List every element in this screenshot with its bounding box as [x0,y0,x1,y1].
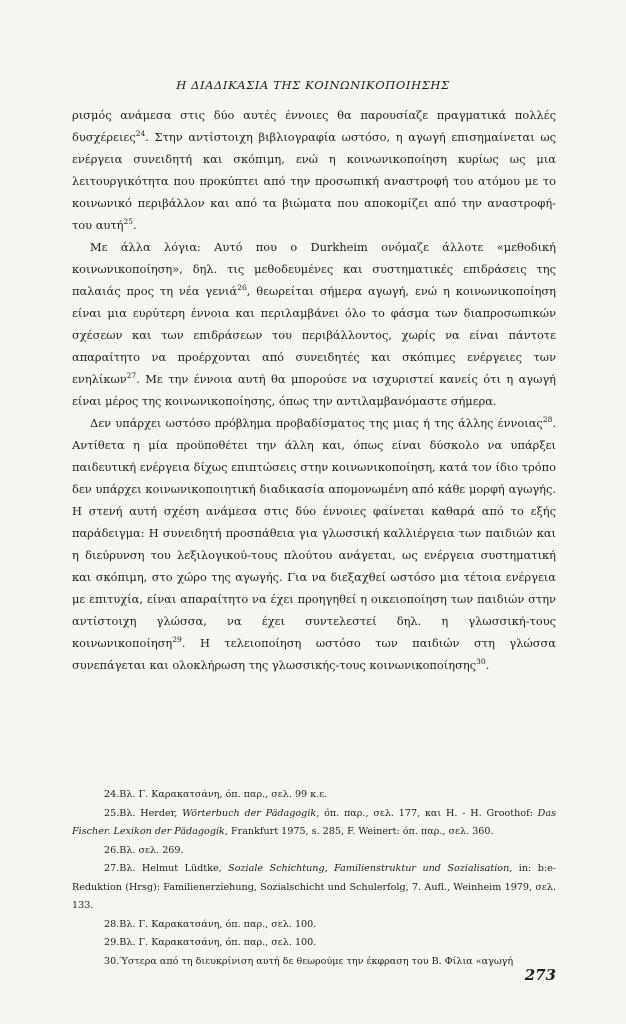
footnote [72,842,556,861]
text-run: . [485,658,490,672]
footnote-ref: 29 [172,635,182,644]
footnote-number: 26. [104,844,120,856]
paragraph [72,104,556,236]
footnote-number: 25. [104,807,120,819]
footnote [72,805,556,842]
footnote-ref: 24 [135,129,146,138]
italic-title: Das Fischer. Lexikon der Pädagogik, [72,807,556,837]
paragraph [72,412,556,676]
footnote [72,916,556,935]
footnote-number: 27. [104,863,120,874]
footnotes [72,786,556,971]
text-run: Ύστερα από τη διευκρίνιση αυτή δε θεωρούμε την έκφραση του Β. Φίλια «αγωγή [119,955,514,967]
text-run: . [133,218,137,232]
paragraph [72,236,556,412]
text-run: , θεωρείται σήμερα αγωγή, ενώ η κοινωνικοποίηση είναι μια ευρύτερη έννοια και περιλαμβάνει όλο το φάσμα των διαπροσωπικών σχέσεων και των επιδράσεων του περιβάλλοντος, χωρίς να είναι πάντοτε απαραίτητο να προέρχονται από συνειδητές και σκόπιμες ενέργειες των ενηλίκων [72,284,556,386]
text-run: Βλ. Γ. Καρακατσάνη, όπ. παρ., σελ. 100. [119,937,317,948]
footnote-ref: 26 [237,283,247,292]
running-head: Η ΔΙΑΔΙΚΑΣΙΑ ΤΗΣ ΚΟΙΝΩΝΙΚΟΠΟΙΗΣΗΣ [176,78,450,92]
footnote-ref: 28 [542,415,553,424]
footnote-ref: 27 [126,371,137,380]
text-run: Βλ. Γ. Καρακατσάνη, όπ. παρ., σελ. 100. [119,918,317,930]
text-run: Βλ. Γ. Καρακατσάνη, όπ. παρ., σελ. 99 κ.ε. [119,789,328,800]
page-number: 273 [524,966,556,984]
text-run: Δεν υπάρχει ωστόσο πρόβλημα προβαδίσματος της μιας ή της άλλης έννοιας [90,416,543,430]
footnote-ref: 30 [476,657,486,666]
footnote-number: 24. [104,789,120,800]
italic-title: Wörterbuch der Pädagogik, [182,807,320,819]
footnote-number: 28. [104,918,120,930]
text-run: . Η τελειοποίηση ωστόσο των παιδιών στη γλώσσα συνεπάγεται και ολοκλήρωση της γλωσσικής-τους κοινωνικοποίησης [72,636,556,672]
text-run: . Στην αντίστοιχη βιβλιογραφία ωστόσο, η αγωγή επισημαίνεται ως ενέργεια συνειδητή και σκόπιμη, ενώ η κοινωνικοποίηση κυρίως ως μια λειτουργικότητα που προκύπτει από την προσωπική αναστροφή του ατόμου με το κοινωνικό περιβάλλον και από τα βιώματα που αποκομίζει από την αναστροφή-του αυτή [72,130,556,232]
text-run: in: b:e-Reduktion (Hrsg): Familienerziehung, Sozialschicht und Schulerfolg, 7. Aufl., Weinheim 1979, σελ. 133. [72,863,556,911]
text-run: Με άλλα λόγια: Αυτό που ο Durkheim ονόμαζε άλλοτε «μεθοδική κοινωνικοποίηση», δηλ. τις μεθοδευμένες και συστηματικές επιδράσεις της παλαιάς προς τη νέα γενιά [72,240,556,298]
text-run: . Αντίθετα η μία προϋποθέτει την άλλη και, όπως είναι δύσκολο να υπάρξει παιδευτική ενέργεια δίχως επιπτώσεις στην κοινωνικοποίηση, κατά τον ίδιο τρόπο δεν υπάρχει κοινωνικοποιητική διαδικασία απομονωμένη από κάθε μορφή αγωγής. Η στενή αυτή σχέση ανάμεσα στις δύο έννοιες φαίνεται καθαρά από το εξής παράδειγμα: Η συνειδητή προσπάθεια για γλωσσική καλλιέργεια των παιδιών και η διεύρυνση του λεξιλογικού-τους πλούτου ανάγεται, ως ενέργεια συστηματική και σκόπιμη, στο χώρο της αγωγής. Για να διεξαχθεί ωστόσο μια τέτοια ενέργεια με επιτυχία, είναι απαραίτητο να έχει προηγηθεί η οικειοποίηση των παιδιών στην αντίστοιχη γλώσσα, να έχει συντελεστεί δηλ. η γλωσσική-τους κοινωνικοποίηση [72,416,556,650]
text-run: Βλ. Herder, [119,807,183,819]
footnote [72,786,556,805]
body-text [72,104,556,676]
text-run: όπ. παρ., σελ. 177, και H. - H. Groothof: [319,807,538,819]
footnote [72,934,556,953]
footnote-number: 29. [104,937,120,948]
text-run: Βλ. Helmut Lüdtke, [119,863,229,874]
footnote [72,953,556,972]
text-run: ρισμός ανάμεσα στις δύο αυτές έννοιες θα παρουσίαζε πραγματικά πολλές δυσχέρειες [72,108,556,144]
italic-title: Soziale Schichtung, Familienstruktur und Sozialisation, [228,863,513,874]
text-run: Βλ. σελ. 269. [119,844,184,856]
footnote-number: 30. [104,955,120,967]
footnote [72,860,556,916]
text-run: . Με την έννοια αυτή θα μπορούσε να ισχυριστεί κανείς ότι η αγωγή είναι μέρος της κοινωνικοποίησης, όπως την αντιλαμβανόμαστε σήμερα. [72,372,556,408]
text-run: Frankfurt 1975, s. 285, F. Weinert: όπ. παρ., σελ. 360. [227,826,494,837]
footnote-ref: 25 [123,217,133,226]
